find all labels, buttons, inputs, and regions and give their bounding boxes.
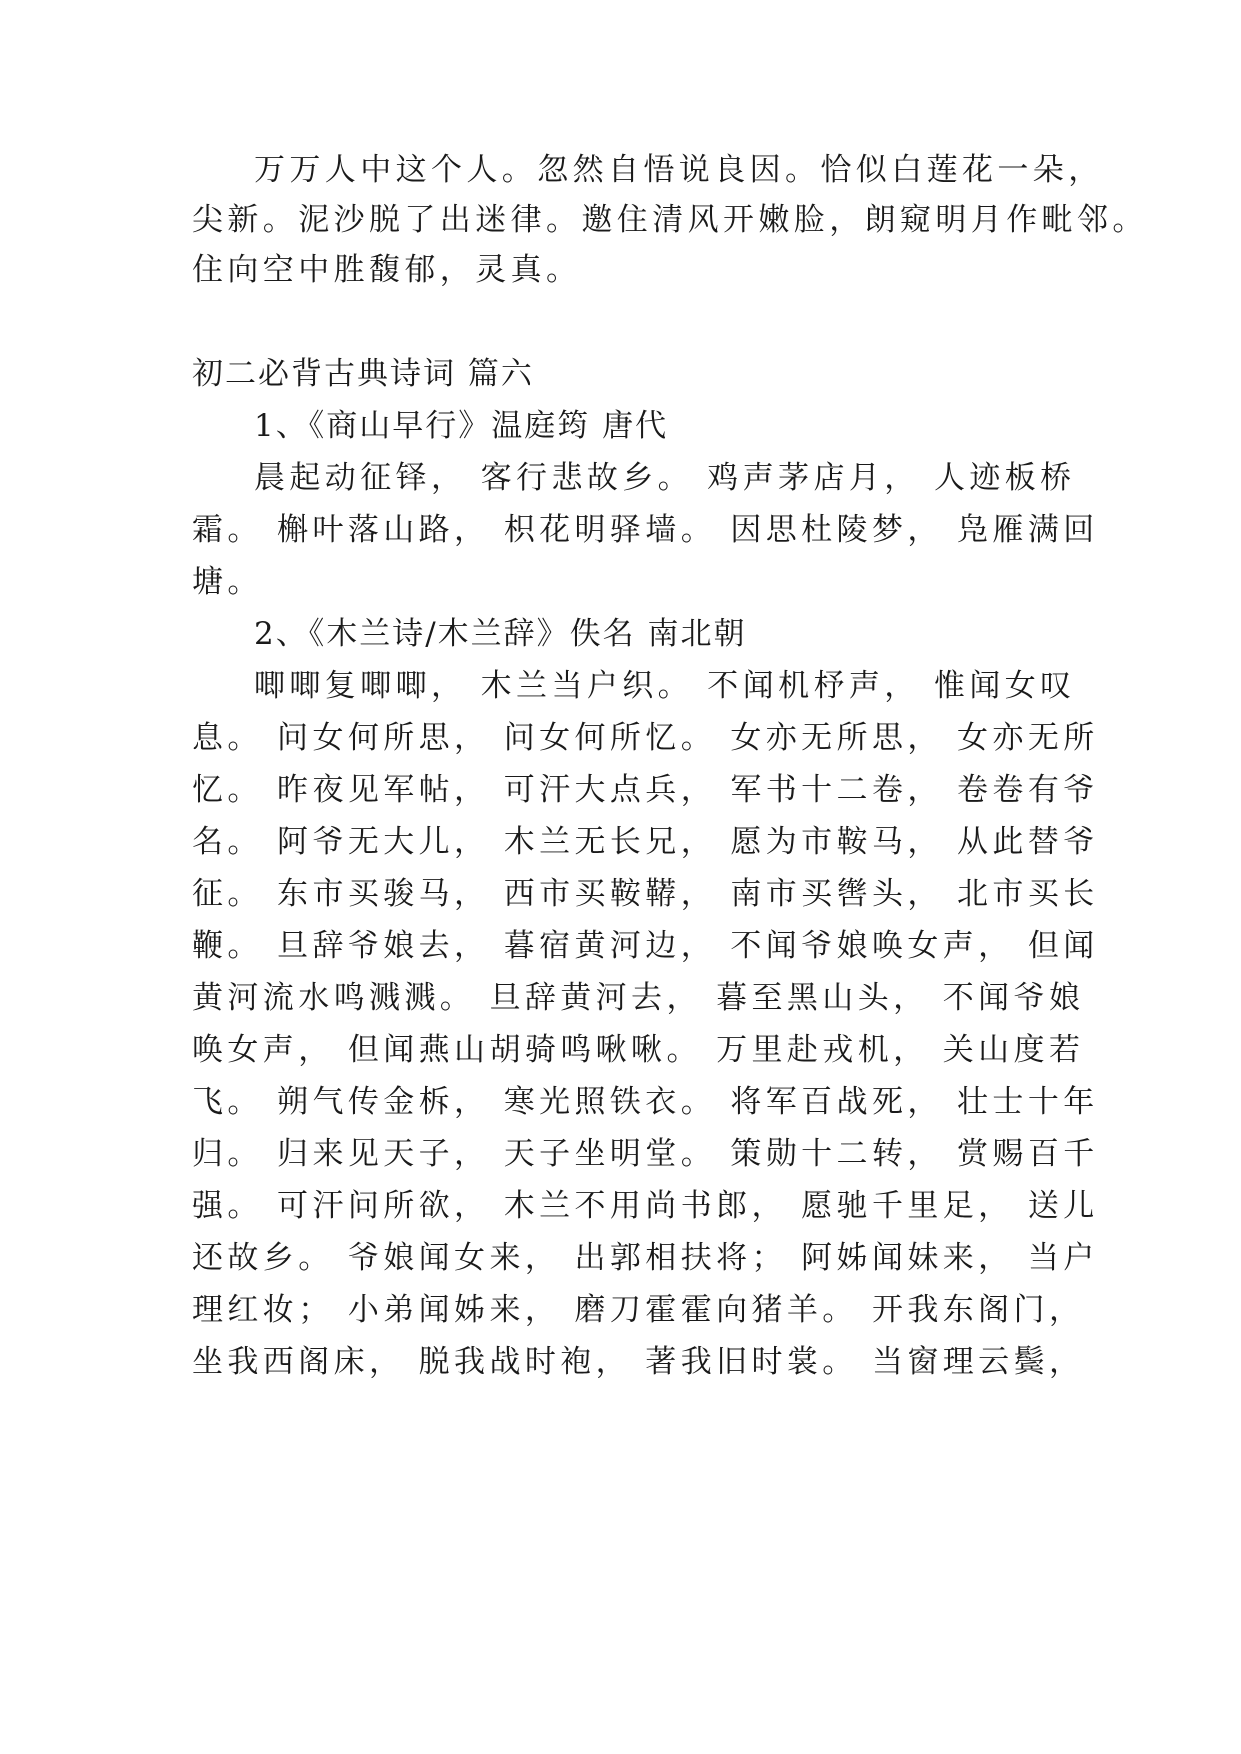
paragraph-line: 霜。 槲叶落山路， 枳花明驿墙。 因思杜陵梦， 凫雁满回	[192, 512, 1099, 548]
paragraph-line: 尖新。泥沙脱了出迷律。邀住清风开嫩脸，朗窥明月作毗邻。	[192, 202, 1148, 238]
poem-title: 1、《商山早行》温庭筠 唐代	[254, 408, 669, 444]
paragraph-line: 还故乡。 爷娘闻女来， 出郭相扶将； 阿姊闻妹来， 当户	[192, 1240, 1099, 1276]
paragraph-line: 名。 阿爷无大儿， 木兰无长兄， 愿为市鞍马， 从此替爷	[192, 824, 1099, 860]
paragraph-line: 强。 可汗问所欲， 木兰不用尚书郎， 愿驰千里足， 送儿	[192, 1188, 1099, 1224]
paragraph-line: 理红妆； 小弟闻姊来， 磨刀霍霍向猪羊。 开我东阁门，	[192, 1292, 1085, 1328]
paragraph-line: 唤女声， 但闻燕山胡骑鸣啾啾。 万里赴戎机， 关山度若	[192, 1032, 1085, 1068]
paragraph-line: 万万人中这个人。忽然自悟说良因。恰似白莲花一朵，	[254, 152, 1104, 188]
paragraph-line: 鞭。 旦辞爷娘去， 暮宿黄河边， 不闻爷娘唤女声， 但闻	[192, 928, 1099, 964]
paragraph-line: 飞。 朔气传金柝， 寒光照铁衣。 将军百战死， 壮士十年	[192, 1084, 1099, 1120]
section-heading: 初二必背古典诗词 篇六	[192, 356, 534, 392]
paragraph-line: 唧唧复唧唧， 木兰当户织。 不闻机杼声， 惟闻女叹	[254, 668, 1076, 704]
poem-title: 2、《木兰诗/木兰辞》佚名 南北朝	[254, 616, 747, 652]
paragraph-line: 住向空中胜馥郁，灵真。	[192, 252, 582, 288]
paragraph-line: 归。 归来见天子， 天子坐明堂。 策勋十二转， 赏赐百千	[192, 1136, 1099, 1172]
paragraph-line: 晨起动征铎， 客行悲故乡。 鸡声茅店月， 人迹板桥	[254, 460, 1076, 496]
paragraph-line: 息。 问女何所思， 问女何所忆。 女亦无所思， 女亦无所	[192, 720, 1099, 756]
paragraph-line: 坐我西阁床， 脱我战时袍， 著我旧时裳。 当窗理云鬓，	[192, 1344, 1085, 1380]
paragraph-line: 塘。	[192, 564, 263, 600]
paragraph-line: 黄河流水鸣溅溅。 旦辞黄河去， 暮至黑山头， 不闻爷娘	[192, 980, 1085, 1016]
paragraph-line: 征。 东市买骏马， 西市买鞍鞯， 南市买辔头， 北市买长	[192, 876, 1099, 912]
paragraph-line: 忆。 昨夜见军帖， 可汗大点兵， 军书十二卷， 卷卷有爷	[192, 772, 1099, 808]
